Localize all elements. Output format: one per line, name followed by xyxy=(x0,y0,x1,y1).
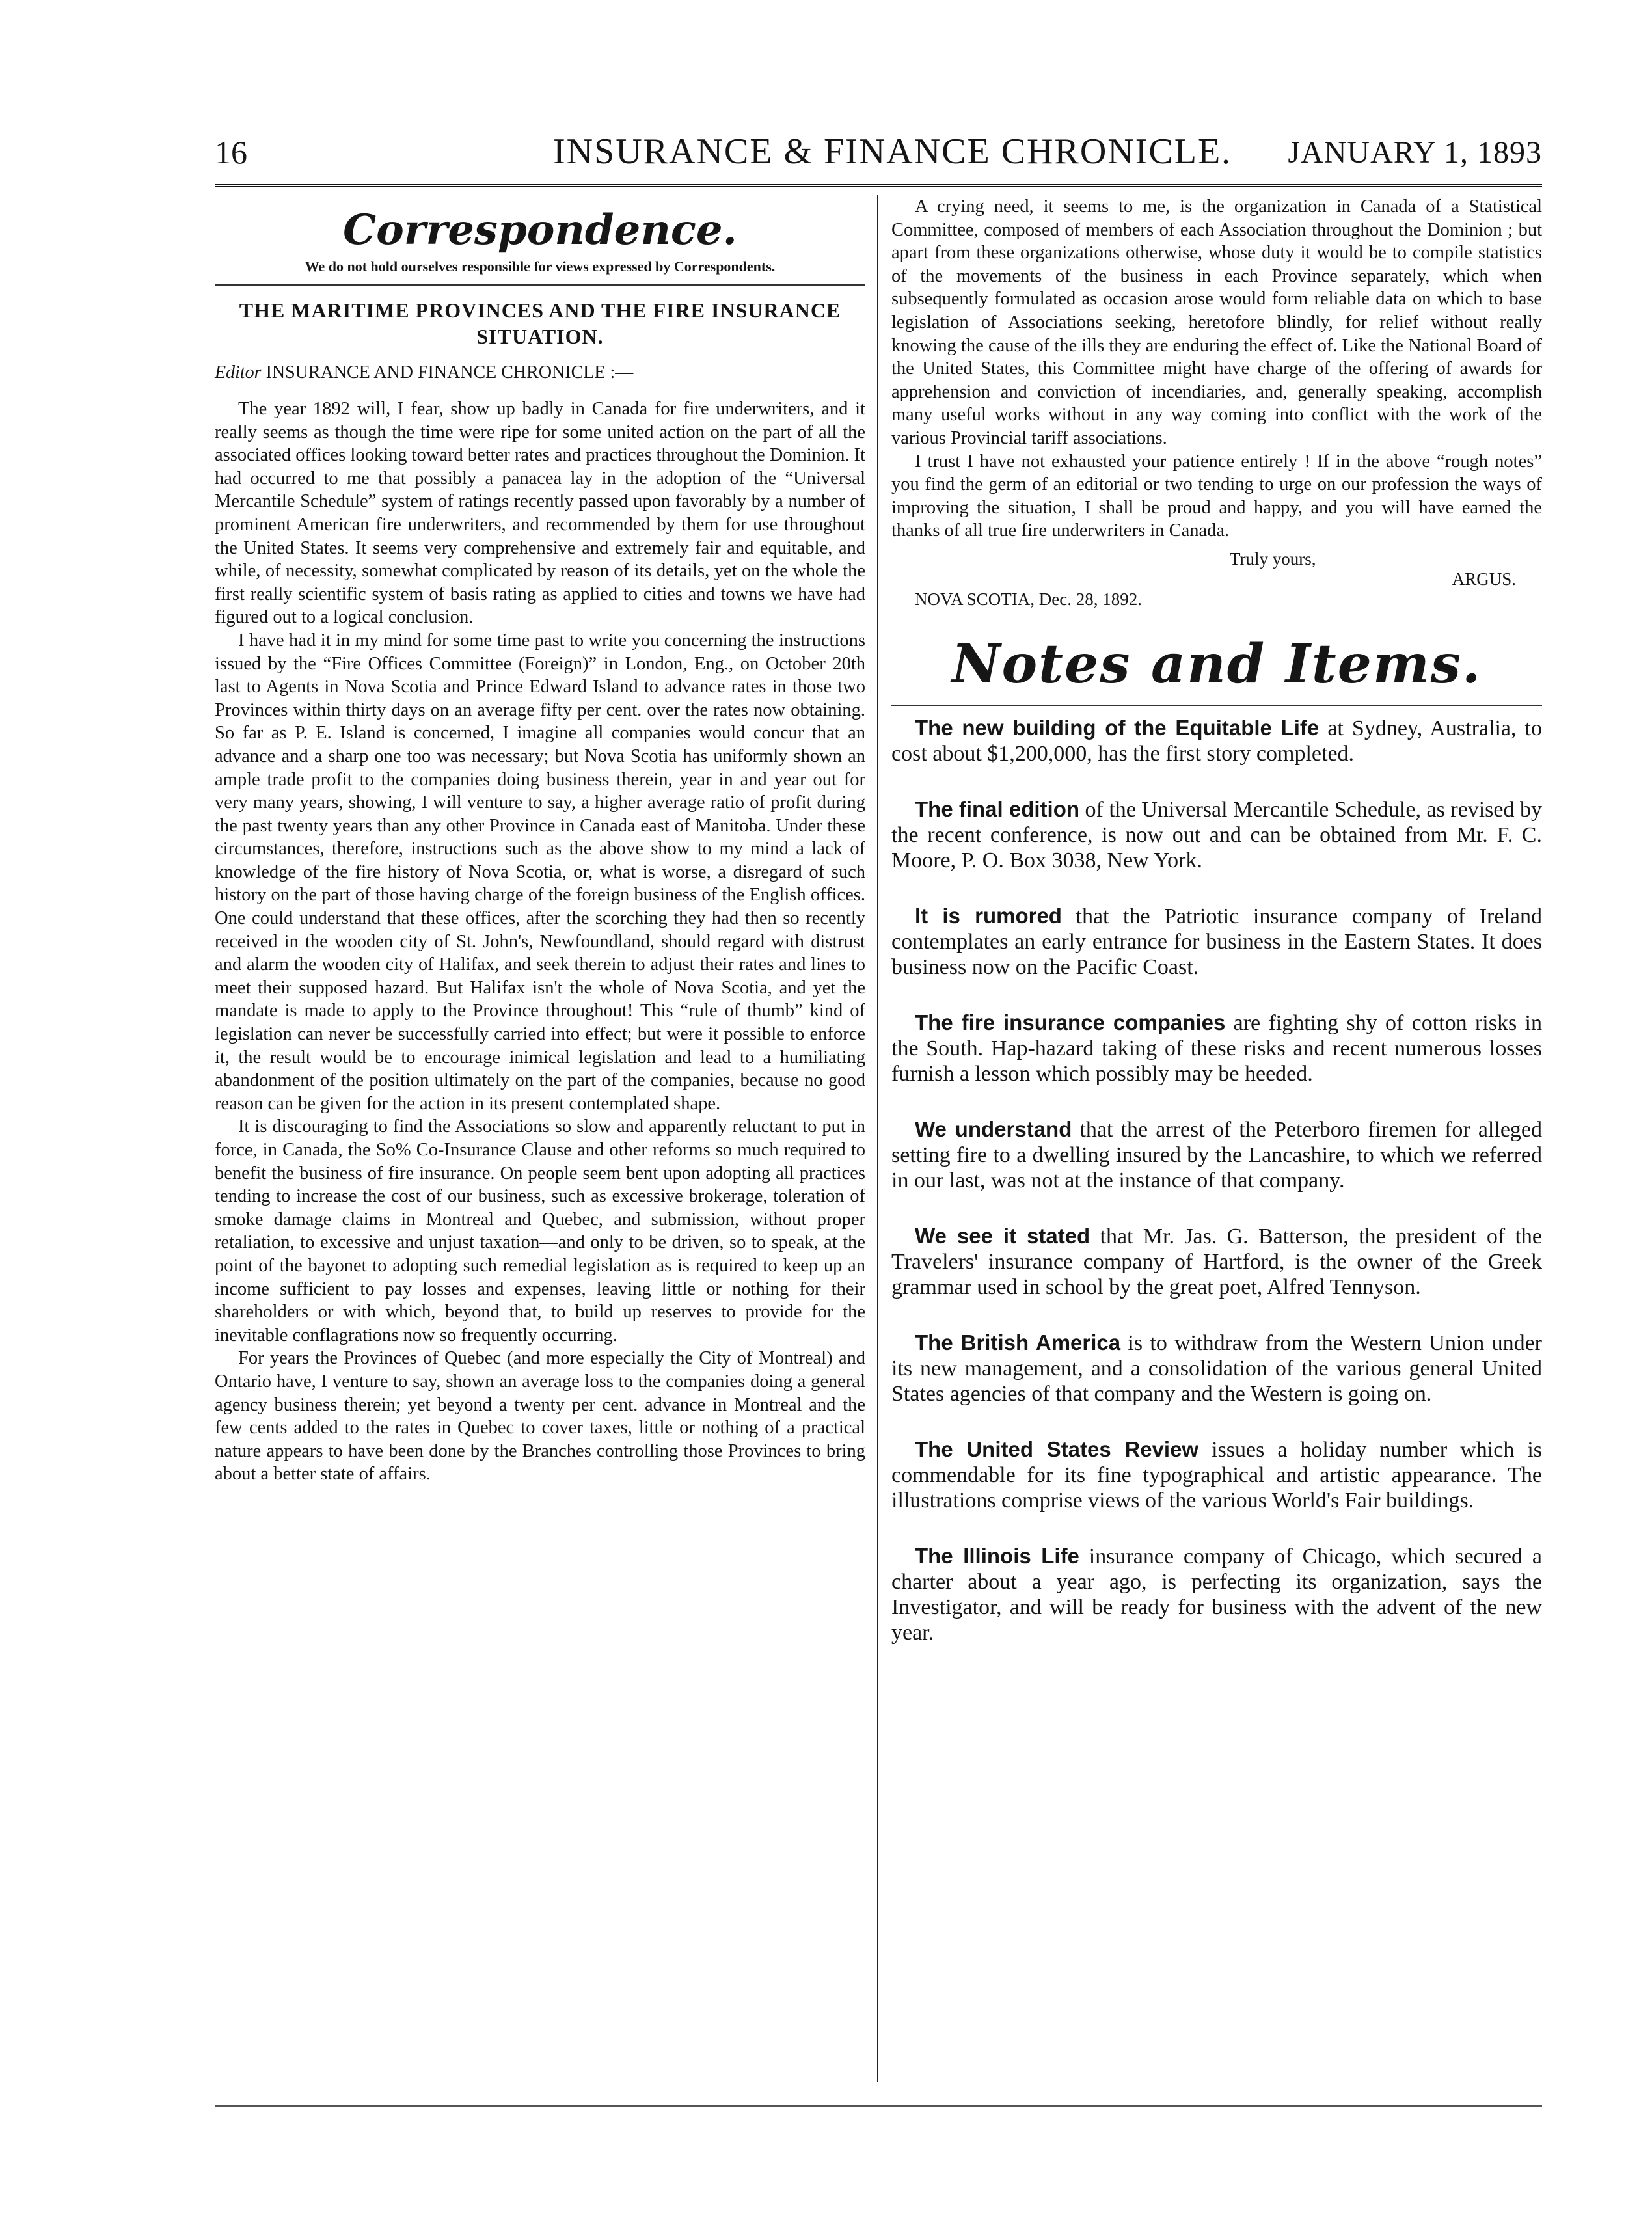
letter-salutation xyxy=(215,362,865,383)
letter-paragraph: I trust I have not exhausted your patience entirely ! If in the above “rough notes” you find the germ of an editorial or two tending to urge on our profession the ways of improving the situation, I shall be proud and happy, and you will have earned the thanks of all true fire underwriters in Canada. xyxy=(891,451,1542,541)
salutation-editor: Editor xyxy=(215,362,262,383)
correspondence-section-title: Correspondence. xyxy=(343,206,737,254)
news-item xyxy=(891,1010,1542,1087)
letter-paragraph: A crying need, it seems to me, is the organization in Canada of a Statistical Committee, composed of members of each Association throughout the Dominion ; but apart from these organizations otherwise, whose duty it would be to compile statistics of the movements of the business in each Province separately, which when subsequently formulated as occasion arose would form reliable data on which to base legislation of Associations seeking, heretofore blindly, for relief without really knowing the cause of the ills they are enduring the effect of. Like the National Board of the United States, this Committee might have charge of the offering of awards for apprehension and conviction of incendiaries, and, generally speaking, accomplish many useful works without in any way coming into conflict with the work of the various Provincial tariff associations. xyxy=(891,196,1542,448)
news-item-text: are fighting shy of cotton risks in the South. Hap-hazard taking of these risks and recent numerous losses furnish a lesson which possibly may be heeded. xyxy=(891,1010,1542,1086)
section-rule xyxy=(891,705,1542,706)
letter-signoff xyxy=(891,549,1542,610)
news-item-lead: We see it stated xyxy=(915,1223,1090,1248)
letter-paragraph: The year 1892 will, I fear, show up badly in Canada for fire underwriters, and it really seems as though the time were ripe for some united action on the part of all the associated offices looking toward better rates and practices throughout the Dominion. It had occurred to me that possibly a panacea lay in the adoption of the “Universal Mercantile Schedule” system of ratings recently passed upon favorably by a number of prominent American fire underwriters, and recommended by them for use throughout the United States. It seems very comprehensive and extremely fair and equitable, and while, of necessity, somewhat complicated by reason of its details, yet on the whole the first really scientific system of basis rating as applied to cities and towns we have had figured out to a logical conclusion. xyxy=(215,399,865,628)
news-item xyxy=(891,715,1542,766)
news-item-lead: The British America xyxy=(915,1330,1121,1355)
news-item-lead: The United States Review xyxy=(915,1437,1199,1461)
news-item-text: issues a holiday number which is commendable for its fine typographical and artistic appearance. The illustrations comprise views of the various World's Fair buildings. xyxy=(891,1437,1542,1513)
publication-title: INSURANCE & FINANCE CHRONICLE. xyxy=(553,131,1232,172)
news-item-lead: The final edition xyxy=(915,796,1080,821)
column-divider xyxy=(877,195,878,2082)
issue-date: JANUARY 1, 1893 xyxy=(1288,135,1542,170)
news-item xyxy=(891,903,1542,980)
news-item xyxy=(891,1330,1542,1407)
correspondence-disclaimer: We do not hold ourselves responsible for views expressed by Correspondents. xyxy=(305,258,776,275)
page-header xyxy=(215,133,1542,179)
letter-closing: Truly yours, xyxy=(1230,548,1316,569)
footer-rule xyxy=(215,2105,1542,2107)
letter-place-date: NOVA SCOTIA, Dec. 28, 1892. xyxy=(915,589,1142,609)
news-item xyxy=(891,796,1542,873)
letter-paragraph: I have had it in my mind for some time past to write you concerning the instructions issued by the “Fire Offices Committee (Foreign)” in London, Eng., on October 20th last to Agents in Nova Scotia and Prince Edward Island to advance rates in those two Provinces within thirty days on an average fifty per cent. over the rates now obtaining. So far as P. E. Island is concerned, I imagine all companies would concur that an advance and a sharp one too was necessary; but Nova Scotia has uniformly shown an ample trade profit to the companies doing business therein, year in and year out for very many years, showing, I will venture to say, a higher average ratio of profit during the past twenty years than any other Province in Canada east of Manitoba. Under these circumstances, therefore, instructions such as the above show to my mind a lack of knowledge of the fire history of Nova Scotia, or, what is worse, a disregard of such history on the part of those having charge of the foreign business of the English offices. One could understand that these offices, after the scorching they had then so recently received in the wooden city of St. John's, Newfoundland, should regard with distrust and alarm the wooden city of Halifax, and seek therein to adjust their rates and lines to meet their supposed hazard. But Halifax isn't the whole of Nova Scotia, and yet the mandate is made to apply to the Province throughout! This “rule of thumb” kind of legislation can never be successfully carried into effect; but were it possible to enforce it, the result would be to encourage inimical legislation and lead to a humiliating abandonment of the position ultimately on the part of the companies, because no good reason can be given for the action in its present contemplated shape. xyxy=(215,630,865,1114)
news-item xyxy=(891,1437,1542,1513)
letter-paragraph: It is discouraging to find the Associations so slow and apparently reluctant to put in force, in Canada, the So% Co-Insurance Clause and other reforms so much required to benefit the business of fire insurance. On people seem bent upon adopting all practices tending to increase the cost of our business, such as excessive brokerage, toleration of smoke damage claims in Montreal and Quebec, and submission, without proper retaliation, to excessive and unjust taxation—and only to be driven, so to speak, at the point of the bayonet to adopting such remedial legislation as is required to keep up an income sufficient to pay losses and expenses, leaving little or nothing for their shareholders or with which, beyond that, to build up reserves to provide for the inevitable conflagrations now so frequently occurring. xyxy=(215,1116,865,1345)
news-item-lead: The fire insurance companies xyxy=(915,1010,1226,1034)
letter-signature: ARGUS. xyxy=(1452,569,1516,589)
news-item xyxy=(891,1116,1542,1193)
section-rule xyxy=(891,623,1542,625)
header-rule xyxy=(215,184,1542,187)
news-item-text: of the Universal Mercantile Schedule, as revised by the recent conference, is now out and can be obtained from Mr. F. C. Moore, P. O. Box 3038, New York. xyxy=(891,797,1542,872)
news-item-text: that Mr. Jas. G. Batterson, the president of the Travelers' insurance company of Hartford, is the owner of the Greek grammar used in school by the great poet, Alfred Tennyson. xyxy=(891,1224,1542,1299)
news-item-text: that the Patriotic insurance company of Ireland contemplates an early entrance for business in the Eastern States. It does business now on the Pacific Coast. xyxy=(891,904,1542,979)
right-column xyxy=(891,195,1542,1675)
news-item-lead: The new building of the Equitable Life xyxy=(915,715,1320,740)
news-item xyxy=(891,1543,1542,1645)
letter-paragraph: For years the Provinces of Quebec (and more especially the City of Montreal) and Ontario have, I venture to say, shown an average loss to the companies doing a general agency business therein; yet beyond a twenty per cent. advance in Montreal and the few cents added to the rates in Quebec to cover taxes, little or nothing of a practical nature appears to have been done by the Branches controlling those Provinces to bring about a better state of affairs. xyxy=(215,1348,865,1485)
news-item-lead: It is rumored xyxy=(915,903,1062,928)
news-item-lead: The Illinois Life xyxy=(915,1543,1079,1568)
letter-headline: THE MARITIME PROVINCES AND THE FIRE INSURANCE SITUATION. xyxy=(239,299,841,348)
news-item xyxy=(891,1223,1542,1300)
news-item-text: at Sydney, Australia, to cost about $1,200,000, has the first story completed. xyxy=(891,716,1543,766)
news-item-text: insurance company of Chicago, which secured a charter about a year ago, is perfecting its organization, says the Investigator, and will be ready for business with the advent of the new year. xyxy=(891,1544,1542,1645)
notes-section-title: Notes and Items. xyxy=(951,632,1482,695)
correspondence-column xyxy=(215,195,865,1486)
news-item-text: is to withdraw from the Western Union under its new management, and a consolidation of the various general United States agencies of that company and the Western is going on. xyxy=(891,1330,1542,1406)
salutation-recipient: INSURANCE AND FINANCE CHRONICLE :— xyxy=(265,362,634,383)
news-item-lead: We understand xyxy=(915,1116,1072,1141)
notes-list xyxy=(891,715,1542,1645)
section-rule xyxy=(215,284,865,286)
news-item-text: that the arrest of the Peterboro firemen for alleged setting fire to a dwelling insured by the Lancashire, to which we referred in our last, was not at the instance of that company. xyxy=(891,1117,1542,1193)
page-number: 16 xyxy=(215,134,247,170)
